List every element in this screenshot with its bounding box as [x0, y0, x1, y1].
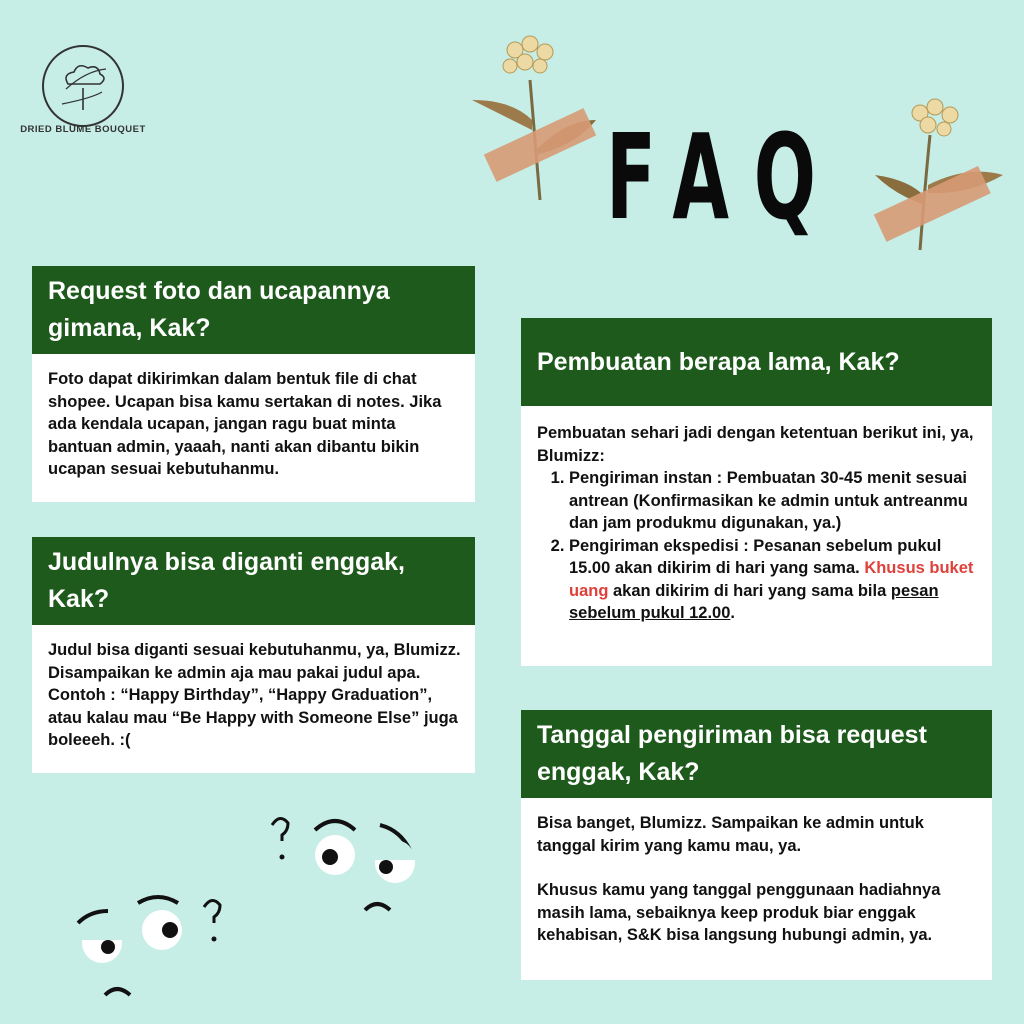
faq-card-production-time: [521, 318, 992, 666]
dried-flower-left-icon: [470, 30, 610, 210]
page-title: FAQ: [606, 108, 841, 246]
underlined-text: pesan sebelum pukul 12.00: [569, 581, 939, 622]
faq-answer: Judul bisa diganti sesuai kebutuhanmu, ya, Blumizz. Disampaikan ke admin aja mau pakai judul apa. Contoh : “Happy Birthday”, “Happy Graduation”, atau kalau mau “Be Happy with Someone Else” juga boleeeh. :(: [48, 641, 461, 749]
faq-answer-intro: Pembuatan sehari jadi dengan ketentuan berikut ini, ya, Blumizz:: [537, 424, 974, 465]
faq-question: Request foto dan ucapannya gimana, Kak?: [32, 266, 475, 354]
list-text: Pengiriman ekspedisi : Pesanan sebelum pukul 15.00 akan dikirim di hari yang sama.: [569, 536, 942, 577]
brand-logo: [38, 44, 128, 128]
faq-list-item: 1. Pengiriman instan : Pembuatan 30-45 menit sesuai antrean (Konfirmasikan ke admin untuk antreanmu dan jam produkmu digunakan, ya.): [569, 467, 978, 535]
faq-question: Judulnya bisa diganti enggak, Kak?: [32, 537, 475, 625]
highlight-text: Khusus buket uang: [569, 559, 974, 600]
faq-answer: Khusus kamu yang tanggal penggunaan hadiahnya masih lama, sebaiknya keep produk biar enggak kehabisan, S&K bisa langsung hubungi admin, ya.: [537, 881, 941, 944]
list-text: .: [730, 604, 735, 622]
faq-answer: Foto dapat dikirimkan dalam bentuk file di chat shopee. Ucapan bisa kamu sertakan di notes. Jika ada kendala ucapan, jangan ragu buat minta bantuan admin, yaaah, nanti akan dibantu bikin ucapan sesuai kebutuhanmu.: [48, 370, 442, 478]
faq-card-title-change: [32, 537, 475, 773]
logo-text: DRIED BLUME BOUQUET: [20, 124, 146, 135]
faq-question: Pembuatan berapa lama, Kak?: [521, 318, 992, 406]
list-text: akan dikirim di hari yang sama bila: [608, 581, 891, 600]
faq-card-delivery-date: [521, 710, 992, 980]
sad-face-icon: [70, 885, 240, 1005]
confused-face-icon: [260, 805, 430, 925]
dried-flower-right-icon: [870, 95, 1020, 255]
faq-question: Tanggal pengiriman bisa request enggak, Kak?: [521, 710, 992, 798]
faq-list-item: [569, 535, 978, 625]
faq-answer: Bisa banget, Blumizz. Sampaikan ke admin untuk tanggal kirim yang kamu mau, ya.: [537, 814, 924, 855]
faq-card-request-photo: [32, 266, 475, 502]
